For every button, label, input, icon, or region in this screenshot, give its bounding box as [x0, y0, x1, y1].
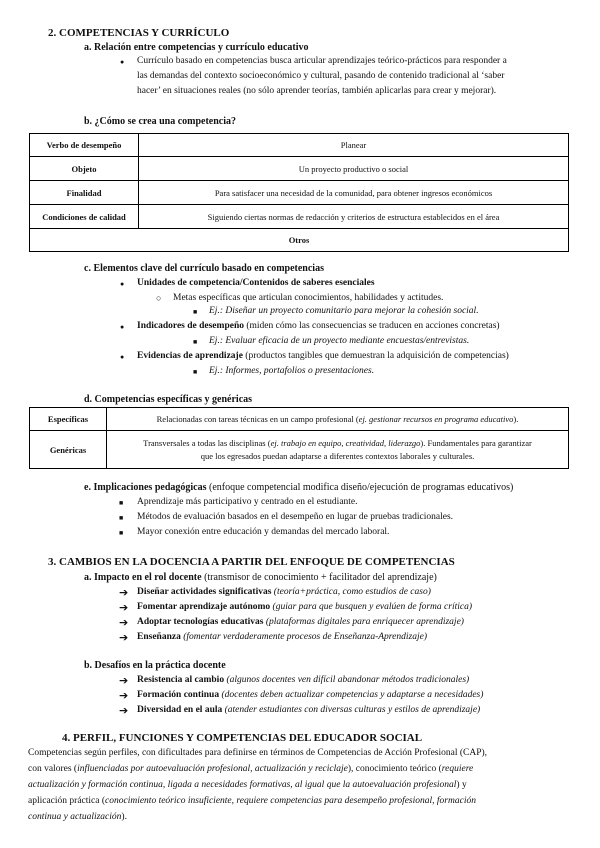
- table-value: Para satisfacer una necesidad de la comunidad, para obtener ingresos económicos: [139, 181, 569, 205]
- square-bullet-icon: ■: [193, 308, 198, 316]
- text-part: ). Fundamentales para garantizar: [420, 437, 532, 448]
- list-item: [137, 617, 464, 627]
- arrow-right-icon: ➔: [119, 674, 129, 687]
- list-item-bold: Indicadores de desempeño: [137, 321, 244, 331]
- subsection-title-rest: (transmisor de conocimiento + facilitador del aprendizaje): [201, 572, 437, 583]
- list-item: Métodos de evaluación basados en el desempeño en lugar de pruebas tradicionales.: [137, 512, 454, 522]
- text-italic: ej. trabajo en equipo, creatividad, liderazgo: [270, 437, 421, 448]
- list-item-italic: (algunos docentes ven difícil abandonar métodos tradicionales): [226, 675, 470, 685]
- text-italic: ej. gestionar recursos en programa educativo: [358, 414, 514, 424]
- list-item-bold: Diseñar actividades significativas: [137, 587, 272, 597]
- square-bullet-icon: ■: [193, 368, 198, 376]
- text-part: aplicación práctica (: [28, 796, 106, 806]
- table-label: Genéricas: [30, 431, 107, 469]
- paragraph-line: [28, 780, 467, 790]
- text-part: ).: [121, 812, 127, 822]
- square-bullet-icon: ■: [119, 529, 124, 537]
- table-value: [107, 408, 569, 431]
- list-item-rest: (productos tangibles que demuestran la adquisición de competencias): [242, 351, 509, 361]
- table-label: Específicas: [30, 408, 107, 431]
- section-2-heading: 2. COMPETENCIAS Y CURRÍCULO: [48, 27, 230, 39]
- list-item-bold: Resistencia al cambio: [137, 675, 225, 685]
- arrow-right-icon: ➔: [119, 704, 129, 717]
- subsection-3b-title: b. Desafíos en la práctica docente: [84, 660, 226, 671]
- text-part: Relacionadas con tareas técnicas en un campo profesional (: [156, 414, 359, 424]
- text-part: ) y: [456, 780, 467, 790]
- subsection-2c-title: c. Elementos clave del currículo basado en competencias: [84, 263, 324, 274]
- text-part: ).: [513, 414, 519, 424]
- subsection-title-rest: (enfoque competencial modifica diseño/ejecución de programas educativos): [206, 482, 514, 493]
- list-item: [137, 675, 469, 685]
- table-label: Condiciones de calidad: [30, 205, 139, 229]
- list-item-bold: Formación continua: [137, 690, 220, 700]
- text-part: ), conocimiento teórico (: [347, 764, 442, 774]
- table-row: [30, 408, 569, 431]
- arrow-right-icon: ➔: [119, 586, 129, 599]
- list-item-bold: Diversidad en el aula: [137, 705, 223, 715]
- text-italic: conocimiento teórico insuficiente, requiere competencias para desempeño profesional, formación: [105, 796, 476, 806]
- arrow-right-icon: ➔: [119, 631, 129, 644]
- list-item-bold: Evidencias de aprendizaje: [137, 351, 243, 361]
- table-row: [30, 181, 569, 205]
- list-item: [137, 351, 509, 361]
- list-item-rest: (miden cómo las consecuencias se traducen en acciones concretas): [243, 321, 500, 331]
- table-value: [107, 431, 569, 469]
- arrow-right-icon: ➔: [119, 689, 129, 702]
- arrow-right-icon: ➔: [119, 616, 129, 629]
- table-row: [30, 431, 569, 469]
- bullet-icon: ●: [120, 353, 125, 361]
- list-item-bold: Adoptar tecnologías educativas: [137, 617, 264, 627]
- table-value: Siguiendo ciertas normas de redacción y criterios de estructura establecidos en el área: [139, 205, 569, 229]
- square-bullet-icon: ■: [119, 499, 124, 507]
- list-item: Metas específicas que articulan conocimientos, habilidades y actitudes.: [173, 293, 444, 303]
- list-item-italic: (teoría+práctica, como estudios de caso): [273, 587, 431, 597]
- text-part: Transversales a todas las disciplinas (: [143, 437, 271, 448]
- table-row: [30, 229, 569, 252]
- list-item: Ej.: Evaluar eficacia de un proyecto mediante encuestas/entrevistas.: [209, 336, 470, 346]
- list-item: [137, 705, 480, 715]
- paragraph-line: Competencias según perfiles, con dificultades para definirse en términos de Competencias de Acción Profesional (CAP),: [28, 748, 488, 758]
- subsection-2a-title: a. Relación entre competencias y currículo educativo: [84, 42, 309, 53]
- table-row: [30, 157, 569, 181]
- table-footer: Otros: [30, 229, 569, 252]
- list-item-italic: (guiar para que busquen y evalúen de forma crítica): [272, 602, 473, 612]
- paragraph-line: Currículo basado en competencias busca articular aprendizajes teórico-prácticos para responder a: [137, 56, 507, 66]
- bullet-icon: ●: [120, 323, 125, 331]
- list-item: [137, 690, 483, 700]
- section-3-heading: 3. CAMBIOS EN LA DOCENCIA A PARTIR DEL ENFOQUE DE COMPETENCIAS: [48, 556, 455, 568]
- paragraph-line: [28, 796, 476, 806]
- list-item-italic: (docentes deben actualizar competencias y adaptarse a necesidades): [221, 690, 484, 700]
- list-item: [137, 602, 472, 612]
- list-item-italic: (fomentar verdaderamente procesos de Enseñanza-Aprendizaje): [183, 632, 427, 642]
- table-label: Objeto: [30, 157, 139, 181]
- subsection-title-bold: a. Impacto en el rol docente: [84, 572, 202, 583]
- list-item-italic: (atender estudiantes con diversas culturas y estilos de aprendizaje): [224, 705, 481, 715]
- list-item-italic: (plataformas digitales para enriquecer aprendizaje): [265, 617, 464, 627]
- list-item: Mayor conexión entre educación y demandas del mercado laboral.: [137, 527, 390, 537]
- list-item: Unidades de competencia/Contenidos de saberes esenciales: [137, 278, 375, 288]
- text-part: con valores (: [28, 764, 78, 774]
- list-item: Ej.: Diseñar un proyecto comunitario para mejorar la cohesión social.: [209, 306, 479, 316]
- text-italic: requiere: [441, 764, 474, 774]
- subsection-3a-title: [84, 572, 437, 583]
- paragraph-line: las demandas del contexto socioeconómico y cultural, pasando de contenido tradicional al ‘saber: [137, 71, 505, 81]
- subsection-2e-title: [84, 482, 513, 493]
- text-italic: continua y actualización: [28, 812, 122, 822]
- table-value: Un proyecto productivo o social: [139, 157, 569, 181]
- bullet-icon: ●: [120, 280, 125, 288]
- text-italic: influenciadas por autoevaluación profesional, actualización y reciclaje: [77, 764, 348, 774]
- subsection-2d-title: d. Competencias específicas y genéricas: [84, 394, 253, 405]
- list-item: [137, 321, 500, 331]
- competency-types-table: [29, 407, 569, 469]
- list-item: Ej.: Informes, portafolios o presentaciones.: [209, 366, 375, 376]
- table-label: Finalidad: [30, 181, 139, 205]
- paragraph-line: [28, 812, 127, 822]
- bullet-icon: ●: [120, 58, 125, 66]
- table-row: [30, 134, 569, 157]
- table-label: Verbo de desempeño: [30, 134, 139, 157]
- subsection-2b-title: b. ¿Cómo se crea una competencia?: [84, 116, 237, 127]
- paragraph-line: hacer’ en situaciones reales (no sólo aprender teorías, también aplicarlas para crear y mejorar).: [137, 86, 497, 96]
- square-bullet-icon: ■: [193, 338, 198, 346]
- square-bullet-icon: ■: [119, 514, 124, 522]
- section-4-heading: 4. PERFIL, FUNCIONES Y COMPETENCIAS DEL EDUCADOR SOCIAL: [62, 732, 423, 744]
- list-item-bold: Fomentar aprendizaje autónomo: [137, 602, 271, 612]
- text-part: que los egresados puedan adaptarse a diferentes contextos laborales y culturales.: [200, 450, 475, 461]
- competency-table: [29, 133, 569, 252]
- table-row: [30, 205, 569, 229]
- circle-bullet-icon: ○: [156, 293, 162, 303]
- list-item: Aprendizaje más participativo y centrado en el estudiante.: [137, 497, 358, 507]
- table-value: Planear: [139, 134, 569, 157]
- list-item-bold: Enseñanza: [137, 632, 181, 642]
- list-item: [137, 632, 427, 642]
- list-item: [137, 587, 431, 597]
- subsection-title-bold: e. Implicaciones pedagógicas: [84, 482, 207, 493]
- arrow-right-icon: ➔: [119, 601, 129, 614]
- paragraph-line: [28, 764, 473, 774]
- text-italic: actualización y formación continua, ligada a necesidades formativas, al igual que la autoevaluación profesional: [28, 780, 457, 790]
